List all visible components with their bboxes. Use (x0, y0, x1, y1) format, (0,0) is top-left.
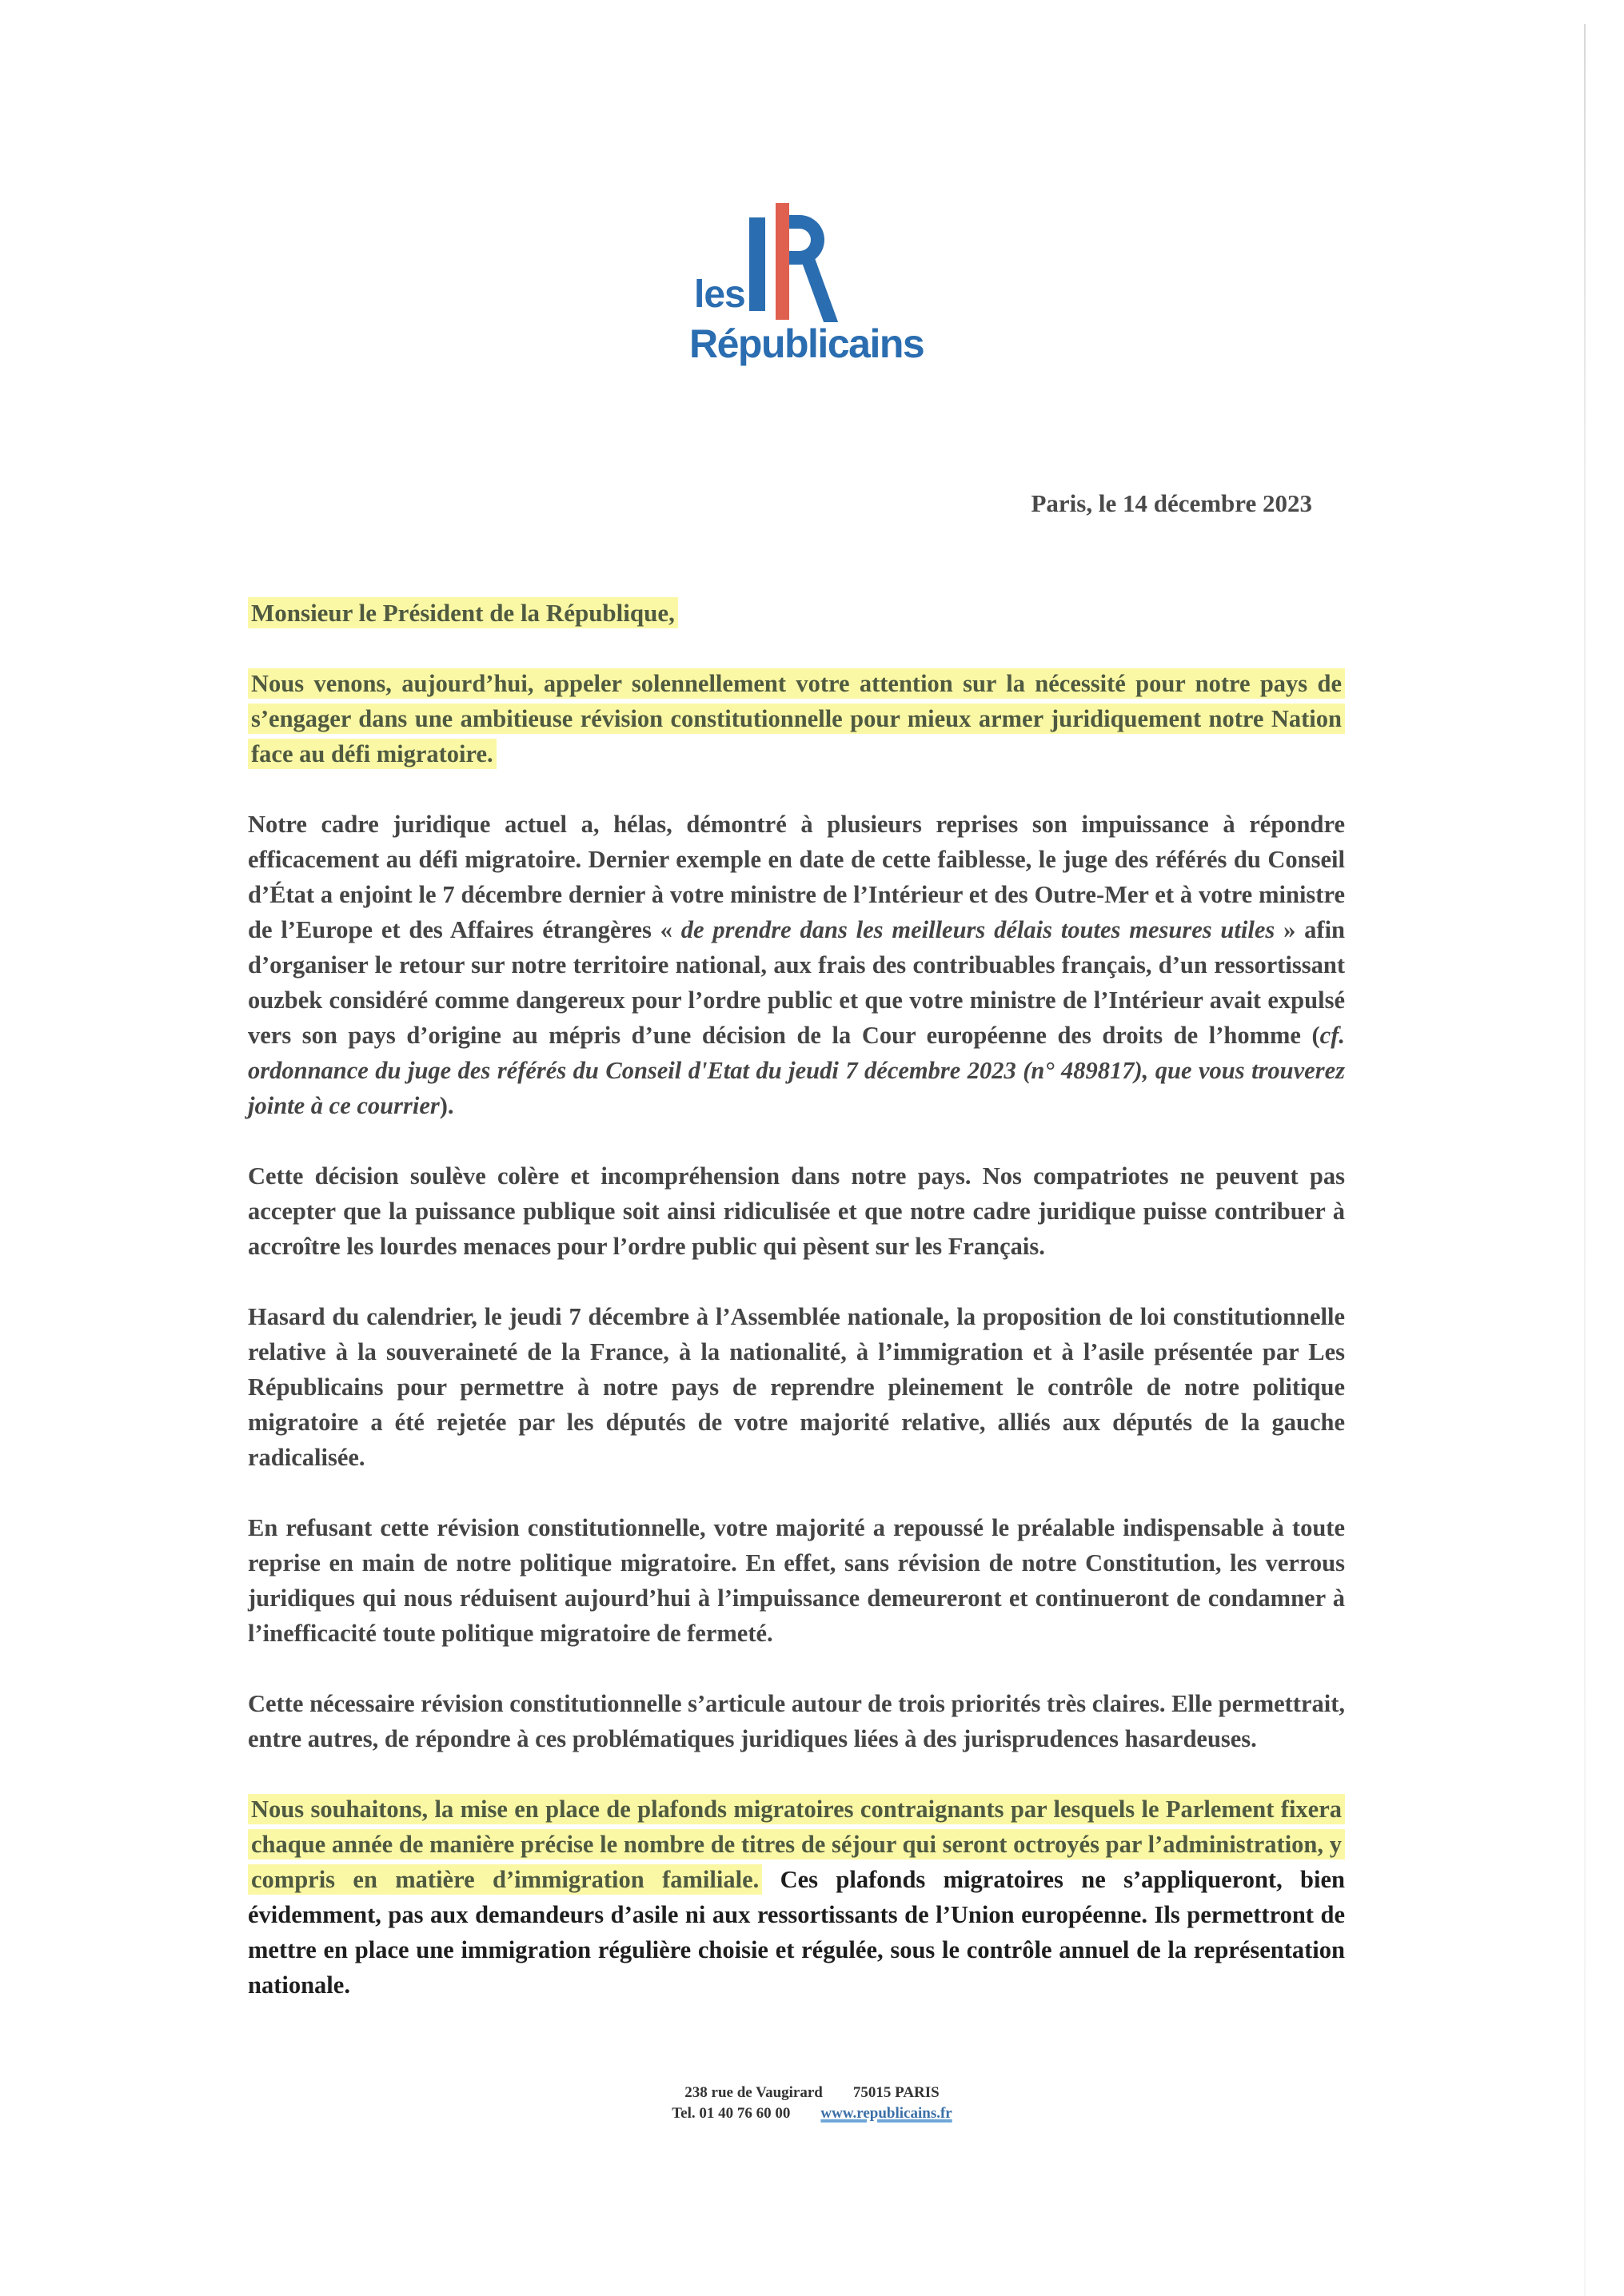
letter-date: Paris, le 14 décembre 2023 (1031, 489, 1312, 517)
logo-r-leg (800, 258, 838, 322)
paragraph-5: En refusant cette révision constitutionnelle, votre majorité a repoussé le préalable indispensable à toute reprise en main de notre politique migratoire. En effet, sans révision de notre Constitution, les verrous juridiques qui nous réduisent aujourd’hui à l’impuissance demeureront et continueront de condamner à l’inefficacité toute politique migratoire de fermeté. (248, 1514, 1345, 1647)
footer-city: 75015 PARIS (852, 2084, 940, 2101)
paragraph-4: Hasard du calendrier, le jeudi 7 décembre à l’Assemblée nationale, la proposition de loi constitutionnelle relative à la souveraineté de la France, à la nationalité, à l’immigration et à l’asile présentée par Les Républicains pour permettre à notre pays de reprendre pleinement le contrôle de notre politique migratoire a été rejetée par les députés de votre majorité relative, alliés aux députés de la gauche radicalisée. (248, 1303, 1345, 1471)
paragraph-2-quote: de prendre dans les meilleurs délais toutes mesures utiles (680, 916, 1275, 943)
paragraph-2-text-a: Notre cadre juridique actuel a, hélas, démontré à plusieurs reprises son impuissance à répondre efficacement au défi migratoire. Dernier exemple en date de cette faiblesse, le juge des référés du Conseil d’État a enjoint le 7 décembre dernier à votre ministre de l’Intérieur et des Outre-Mer et à votre ministre de l’Europe et des Affaires étrangères « (248, 811, 1345, 943)
logo-r-bowl (789, 215, 824, 265)
paragraph-2 (248, 807, 1345, 1123)
footer-contact-line (0, 2103, 1624, 2124)
paragraph-1-highlight: Nous venons, aujourd’hui, appeler solennellement votre attention sur la nécessité pour notre pays de s’engager dans une ambitieuse révision constitutionnelle pour mieux armer juridiquement notre Nation face au défi migratoire. (248, 668, 1345, 769)
logo-text-republicains: Républicains (689, 321, 924, 366)
paragraph-7-highlight: Nous souhaitons, la mise en place de plafonds migratoires contraignants par lesquels le Parlement fixera chaque année de manière précise le nombre de titres de séjour qui seront octroyés par l’administration, y compris en matière d’immigration familiale. (248, 1794, 1345, 1895)
les-republicains-logo (656, 196, 928, 380)
paragraph-2-text-b: » afin d’organiser le retour sur notre territoire national, aux frais des contribuables français, d’un ressortissant ouzbek considéré comme dangereux pour l’ordre public et que votre ministre de l’Intérieur avait expulsé vers son pays d’origine au mépris d’une décision de la Cour européenne des droits de l’homme ( (248, 916, 1346, 1049)
letterhead-footer (0, 2083, 1624, 2124)
footer-website-link[interactable]: www.republicains.fr (820, 2105, 952, 2122)
footer-street: 238 rue de Vaugirard (684, 2084, 823, 2101)
paragraph-3: Cette décision soulève colère et incompréhension dans notre pays. Nos compatriotes ne peuvent pas accepter que la puissance publique soit ainsi ridiculisée et que notre cadre juridique puisse contribuer à accroître les lourdes menaces pour l’ordre public qui pèsent sur les Français. (248, 1162, 1345, 1260)
scan-edge-line (1584, 24, 1586, 2296)
salutation-highlight: Monsieur le Président de la République, (248, 597, 678, 628)
footer-address-line (0, 2083, 1624, 2103)
logo-red-bar (776, 203, 789, 320)
letter-body (248, 596, 1345, 2038)
paragraph-6: Cette nécessaire révision constitutionnelle s’articule autour de trois priorités très claires. Elle permettrait, entre autres, de répondre à ces problématiques juridiques liées à des jurisprudences hasardeuses. (248, 1690, 1345, 1752)
logo-blue-bar (749, 217, 765, 311)
salutation (248, 596, 1345, 631)
paragraph-2-text-c: ). (439, 1092, 454, 1119)
paragraph-1 (248, 666, 1345, 771)
footer-phone: Tel. 01 40 76 60 00 (672, 2105, 791, 2122)
paragraph-7-text: Ces plafonds migratoires ne s’appliqueront, bien évidemment, pas aux demandeurs d’asile ni aux ressortissants de l’Union européenne. Ils permettront de mettre en place une immigration régulière choisie et régulée, sous le contrôle annuel de la représentation nationale. (248, 1866, 1345, 1999)
logo-text-les: les (694, 273, 745, 316)
paragraph-7 (248, 1792, 1345, 2003)
paragraph-2-reference: cf. ordonnance du juge des référés du Conseil d'Etat du jeudi 7 décembre 2023 (n° 489817), que vous trouverez jointe à ce courrier (248, 1022, 1345, 1119)
